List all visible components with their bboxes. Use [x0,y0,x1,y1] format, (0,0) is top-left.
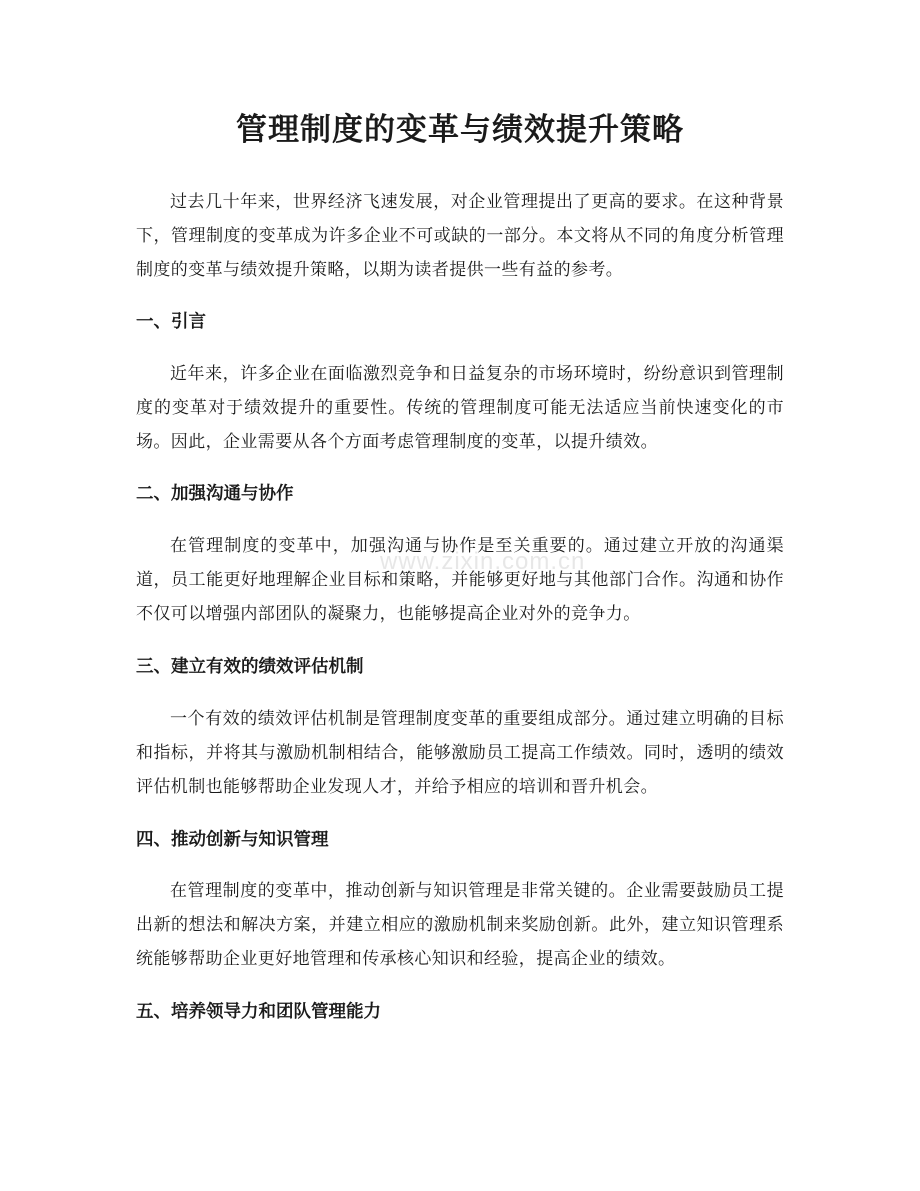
section-paragraph-2: 在管理制度的变革中，加强沟通与协作是至关重要的。通过建立开放的沟通渠道，员工能更好地理解企业目标和策略，并能够更好地与其他部门合作。沟通和协作不仅可以增强内部团队的凝聚力，也能够提高企业对外的竞争力。 [136,536,784,624]
section-heading-4: 四、推动创新与知识管理 [136,830,329,850]
intro-paragraph: 过去几十年来，世界经济飞速发展，对企业管理提出了更高的要求。在这种背景下，管理制度的变革成为许多企业不可或缺的一部分。本文将从不同的角度分析管理制度的变革与绩效提升策略，以期为读者提供一些有益的参考。 [136,192,784,280]
section-paragraph-1: 近年来，许多企业在面临激烈竞争和日益复杂的市场环境时，纷纷意识到管理制度的变革对于绩效提升的重要性。传统的管理制度可能无法适应当前快速变化的市场。因此，企业需要从各个方面考虑管理制度的变革，以提升绩效。 [136,364,784,452]
section-heading-5: 五、培养领导力和团队管理能力 [136,1002,381,1022]
watermark: www.zixin.com.cn [380,548,586,575]
section-heading-3: 三、建立有效的绩效评估机制 [136,657,364,677]
document-title: 管理制度的变革与绩效提升策略 [236,112,684,148]
section-paragraph-4: 在管理制度的变革中，推动创新与知识管理是非常关键的。企业需要鼓励员工提出新的想法和解决方案，并建立相应的激励机制来奖励创新。此外，建立知识管理系统能够帮助企业更好地管理和传承核心知识和经验，提高企业的绩效。 [136,881,784,969]
section-heading-2: 二、加强沟通与协作 [136,484,294,504]
section-paragraph-3: 一个有效的绩效评估机制是管理制度变革的重要组成部分。通过建立明确的目标和指标，并将其与激励机制相结合，能够激励员工提高工作绩效。同时，透明的绩效评估机制也能够帮助企业发现人才，并给予相应的培训和晋升机会。 [136,709,784,797]
section-heading-1: 一、引言 [136,312,206,332]
